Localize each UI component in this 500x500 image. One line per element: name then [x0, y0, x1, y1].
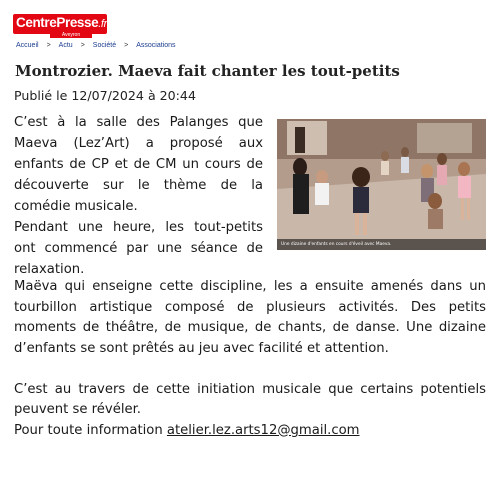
chevron-right-icon: >	[80, 42, 85, 49]
paragraph-spacer	[14, 359, 486, 380]
chevron-right-icon: >	[46, 42, 51, 49]
site-logo[interactable]	[13, 14, 107, 34]
article-body	[14, 277, 486, 441]
logo-wordmark: CentrePresse.fr	[16, 15, 107, 30]
breadcrumb-societe[interactable]: Société	[92, 42, 117, 49]
article-photo[interactable]	[277, 119, 486, 250]
body-paragraph: C’est au travers de cette initiation musicale que certains potentiels peuvent se révéler.	[14, 381, 486, 417]
breadcrumb	[16, 42, 176, 49]
intro-paragraph: Pendant une heure, les tout-petits ont commencé par une séance de relaxation.	[14, 220, 263, 277]
body-paragraph: Maëva qui enseigne cette discipline, les a ensuite amenés dans un tourbillon artistique composé de plusieurs activités. Des petits moments de théâtre, de musique, de chants, de danse. Une dizaine d’enfants se sont prêtés au jeu avec facilité et attention.	[14, 279, 486, 356]
article-title: Montrozier. Maeva fait chanter les tout-petits	[15, 62, 400, 80]
contact-line	[14, 421, 486, 442]
breadcrumb-actu[interactable]: Actu	[58, 42, 73, 49]
contact-email-link[interactable]: atelier.lez.arts12@gmail.com	[166, 422, 360, 438]
breadcrumb-home[interactable]: Accueil	[16, 42, 39, 49]
photo-children-dance-class	[277, 119, 486, 250]
breadcrumb-associations[interactable]: Associations	[136, 42, 176, 49]
intro-paragraph: C’est à la salle des Palanges que Maeva (Lez’Art) a proposé aux enfants de CP et de CM un cours de découverte sur le thème de la comédie musicale.	[14, 115, 263, 214]
logo-edition: Aveyron	[50, 32, 92, 38]
publish-date: Publié le 12/07/2024 à 20:44	[14, 88, 196, 103]
chevron-right-icon: >	[124, 42, 129, 49]
contact-prefix: Pour toute information	[14, 422, 167, 438]
article-intro	[14, 112, 263, 280]
photo-caption: Une dizaine d'enfants en cours d'éveil avec Maeva.	[277, 239, 486, 250]
